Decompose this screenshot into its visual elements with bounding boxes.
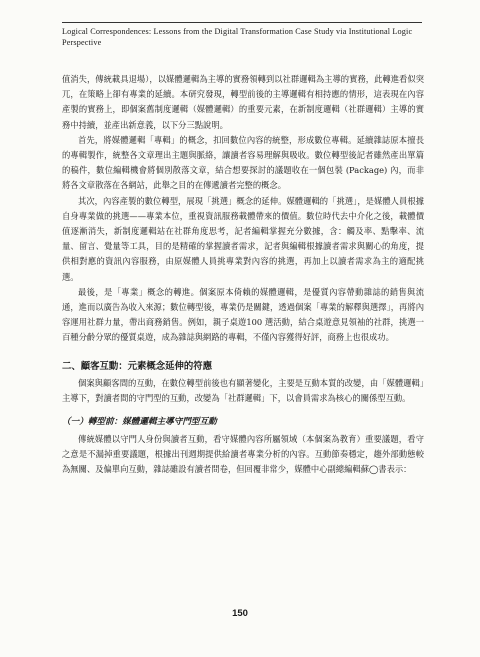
section-paragraph: 個案與顧客間的互動，在數位轉型前後也有顯著變化，主要是互動本質的改變，由「媒體邏輯」主導下，對讀者間的守門型的互動，改變為「社群邏輯」下，以會員需求為核心的關係型互動。: [62, 377, 424, 403]
paragraph-continuation: 值消失，傳統載具退場），以媒體邏輯為主導的實務領轉到以社群邏輯為主導的實務，此轉進看似突兀，在策略上卻有專業的延續。本研究發現，轉型前後的主導邏輯有相持應的情形，這表現在內容產製的實務上，即個案舊制度邏輯（媒體邏輯）的重要元素，在新制度邏輯（社群邏輯）主導的實務中持續，並產出新意義，以下分三點說明。: [62, 74, 424, 130]
page-number: 150: [232, 608, 248, 619]
subsection-heading: （一）轉型前：媒體邏輯主導守門型互動: [62, 417, 217, 428]
header-rule: [62, 22, 422, 23]
paragraph-third-point: 最後，是「專業」概念的轉進。個案原本倚賴的媒體邏輯，是優質內容帶動雜誌的銷售與流通，進而以廣告為收入來源；數位轉型後，專業仍是關鍵，透過個案「專業的解釋與選擇」，再將內容運用社群力量，帶出商務銷售。例如，親子桌遊100 選活動，結合桌遊意見領袖的社群，挑選一百種分齡分眾的優質桌遊，成為雜誌與網路的專輯，不僅內容獲得好評，商務上也很成功。: [62, 286, 424, 343]
section-heading: 二、顧客互動：元素概念延伸的符應: [62, 360, 213, 372]
subsection-paragraph: 傳統媒體以守門人身份與讀者互動，看守媒體內容所屬領域（本個案為教育）重要議題，看守之意是不漏掉重要議題，根據出刊週期提供給讀者專業分析的內容。互動節奏穩定，趨外部動態較為無關、及偏單向互動，雜誌雖設有讀者問卷，但回覆非常少，媒體中心副總編輯蘇◯書表示：: [62, 434, 424, 475]
paragraph-first-point: 首先，將媒體邏輯「專輯」的概念，扣回數位內容的統整，形成數位專輯。延續雜誌原本擅長的專輯製作，統整各文章理出主題與脈絡，讓讀者容易理解與吸收。數位轉型後記者雖然產出單篇的稿件，數位編輯機會將個別散落文章，結合想要探討的議題收在一個包裝 (Package) 內，而非將各文章散落在各網站，此舉之目的在傳遞讀者完整的概念。: [62, 134, 424, 191]
running-header: Logical Correspondences: Lessons from the Digital Transformation Case Study via Institutional Logic Perspective: [62, 27, 413, 47]
paragraph-second-point: 其次，內容產製的數位轉型，展現「挑選」概念的延伸。媒體邏輯的「挑選」，是媒體人員根據自身專業做的挑選——專業本位，重視資訊服務載體帶來的價值。數位時代去中介化之後，載體價值逐漸消失，新制度邏輯站在社群角度思考，記者編輯掌握充分數據，含：觸及率、點擊率、流量、留言、覺量等工具，目的是精確的掌握讀者需求，記者與編輯根據讀者需求與關心的角度，提供相對應的資訊內容服務，由原媒體人員挑專業對內容的挑選，再加上以讀者需求為主的適配挑選。: [62, 195, 424, 282]
body-text: [62, 72, 424, 478]
